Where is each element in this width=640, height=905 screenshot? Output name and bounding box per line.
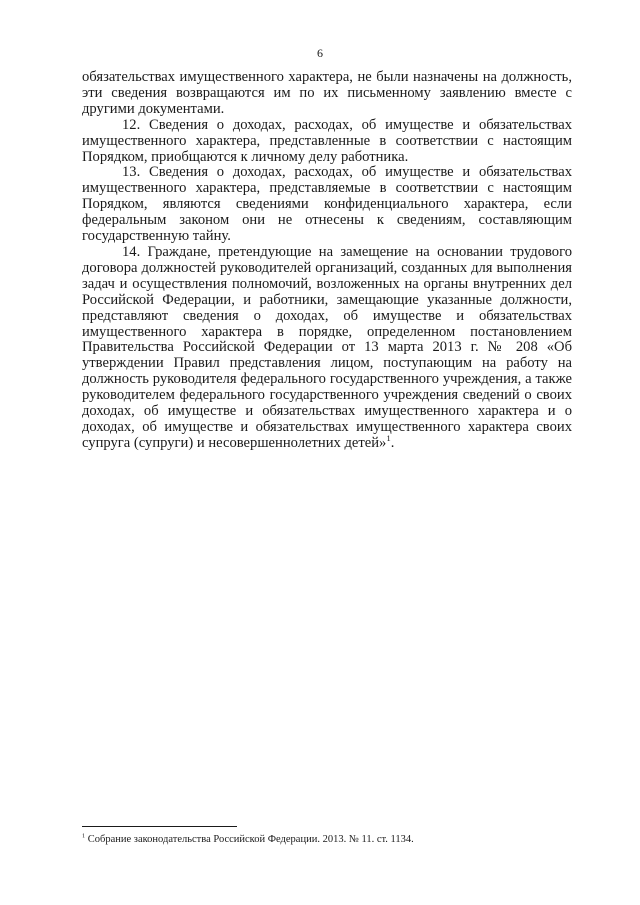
footnote-separator — [82, 826, 237, 827]
paragraph-14-text: 14. Граждане, претендующие на замещение на основании трудового договора должностей руководителей организаций, созданных для выполнения задач и осуществления полномочий, возложенных на органы внутренних дел Российской Федерации, и работники, замещающие указанные должности, представляют сведения о доходах, об имуществе и обязательствах имущественного характера в порядке, определенном постановлением Правительства Российской Федерации от 13 марта 2013 г. № 208 «Об утверждении Правил представления лицом, поступающим на работу на должность руководителя федерального государственного учреждения, а также руководителем федерального государственного учреждения сведений о своих доходах, об имуществе и обязательствах имущественного характера и о доходах, об имуществе и обязательствах имущественного характера своих супруга (супруги) и несовершеннолетних детей» — [82, 243, 572, 451]
paragraph-continuation: обязательствах имущественного характера, не были назначены на должность, эти сведения возвращаются им по их письменному заявлению вместе с другими документами. — [82, 69, 572, 117]
paragraph-14 — [82, 245, 572, 452]
paragraph-14-end: . — [390, 434, 395, 451]
footnote — [82, 833, 572, 846]
footnote-text: Собрание законодательства Российской Федерации. 2013. № 11. ст. 1134. — [85, 834, 414, 845]
paragraph-13: 13. Сведения о доходах, расходах, об имуществе и обязательствах имущественного характера, представляемые в соответствии с настоящим Порядком, являются сведениями конфиденциального характера, если федеральным законом они не отнесены к сведениям, составляющим государственную тайну. — [82, 164, 572, 245]
footnote-marker: 1 — [82, 832, 86, 840]
page-number: 6 — [317, 46, 323, 60]
document-body — [82, 70, 572, 452]
paragraph-12: 12. Сведения о доходах, расходах, об имуществе и обязательствах имущественного характера, представленные в соответствии с настоящим Порядком, приобщаются к личному делу работника. — [82, 116, 572, 165]
footnote-reference: 1 — [386, 432, 391, 443]
